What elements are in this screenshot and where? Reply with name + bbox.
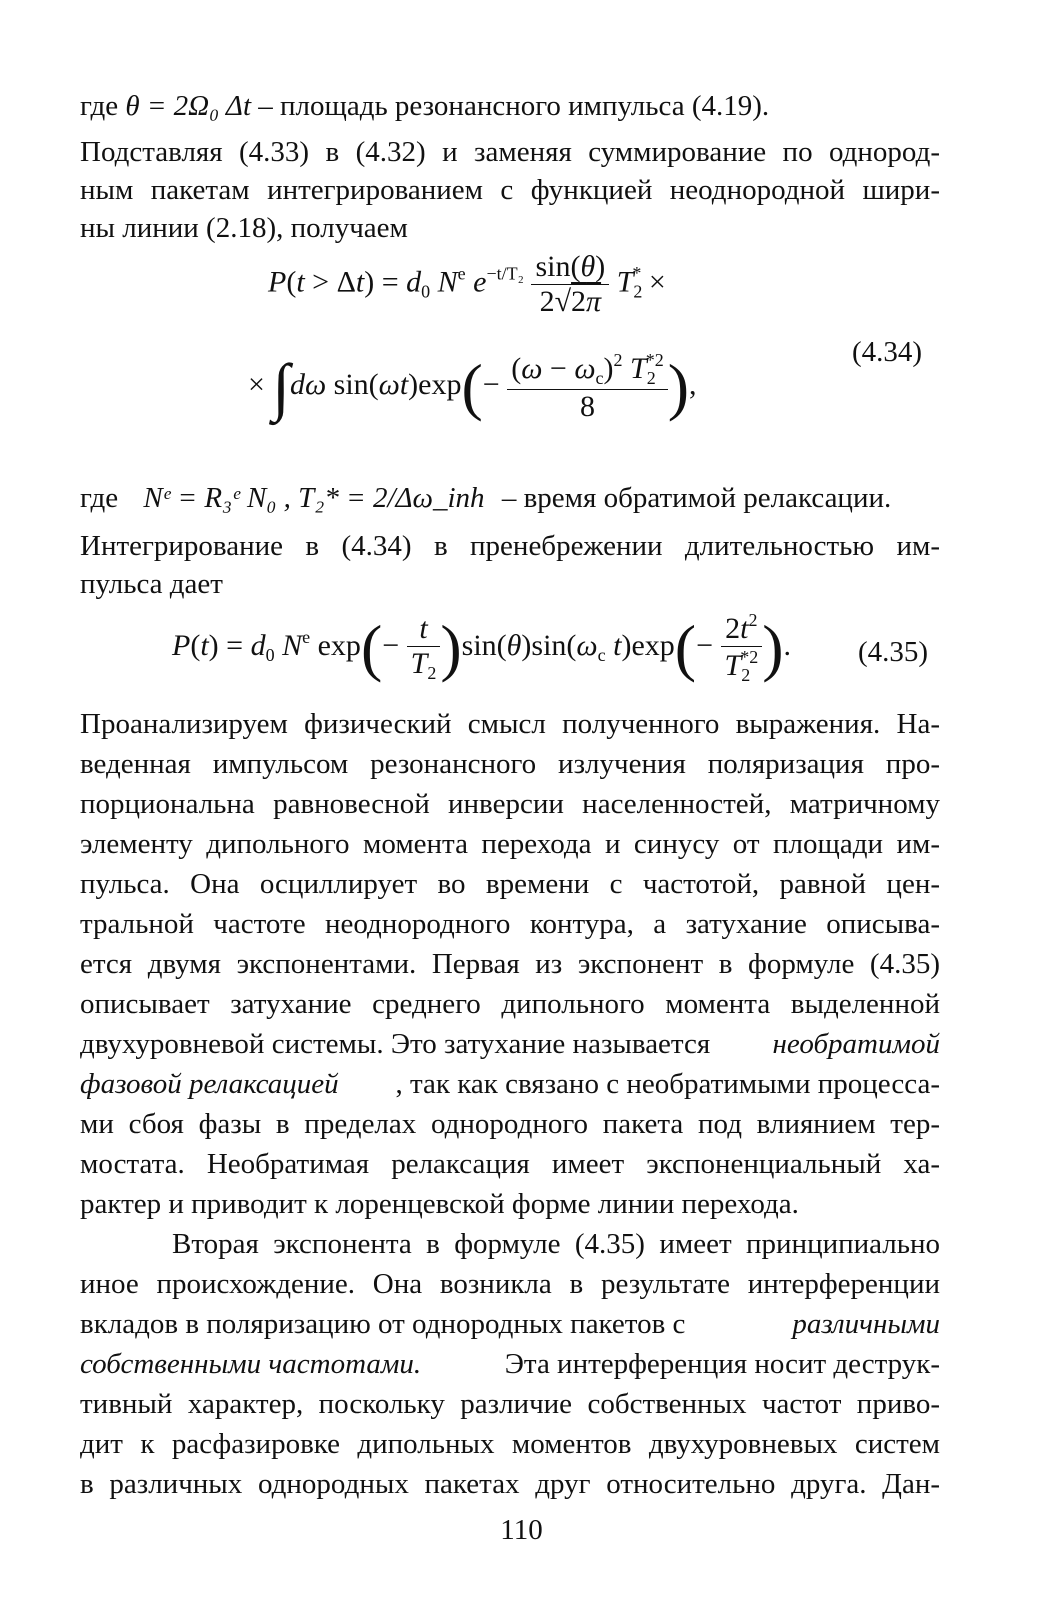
text-line-4: ны линии (2.18), получаем	[80, 212, 408, 244]
page-number: 110	[500, 1514, 543, 1546]
text-line-7: пульса дает	[80, 568, 223, 600]
ne-t2-definition: Nᵉ = R₃ᵉ N₀ , T₂* = 2/Δω_inh	[143, 482, 485, 514]
term-eigenfrequencies: собственными частотами.	[80, 1348, 422, 1380]
para2-line-6: дит к расфазировке дипольных моментов двухуровневых систем	[80, 1428, 940, 1460]
para1-line-12: мостата. Необратимая релаксация имеет экспоненциальный ха-	[80, 1148, 940, 1180]
term-phase-relaxation: фазовой релаксацией	[80, 1068, 339, 1100]
theta-definition: θ = 2Ω₀ Δt	[125, 90, 251, 122]
text-line-6: Интегрирование в (4.34) в пренебрежении длительностью им-	[80, 530, 940, 562]
text-line-2: Подставляя (4.33) в (4.32) и заменяя суммирование по однород-	[80, 136, 940, 168]
para1-line-1: Проанализируем физический смысл полученного выражения. На-	[80, 708, 940, 740]
equation-number-4-35: (4.35)	[858, 636, 929, 668]
para1-line-3: порциональна равновесной инверсии населенностей, матричному	[80, 788, 940, 820]
para2-line-4: собственными частотами. Эта интерференция носит деструк-	[80, 1348, 940, 1380]
text-line-5: где Nᵉ = R₃ᵉ N₀ , T₂* = 2/Δω_inh – время обратимой релаксации.	[80, 482, 892, 514]
equation-4-34-line-1: $P(t > \Delta t) = d_0$ $N^e$ $e^{-t/T_2}$ $\frac{\sin(\theta)}{2√2\pi}$ $T_2^*$ ×	[268, 250, 666, 318]
equation-number-4-34: (4.34)	[852, 336, 923, 368]
term-irreversible: необратимой	[772, 1028, 940, 1060]
para1-line-10: фазовой релаксацией , так как связано с необратимыми процесса-	[80, 1068, 940, 1100]
equation-4-34-line-2: × ∫dω sin(ωt)exp(− $\frac{(\omega - \omega_c)^2 T_2^{*2}}{8}$ ),	[248, 350, 697, 423]
para1-line-6: тральной частоте неоднородного контура, а затухание описыва-	[80, 908, 940, 940]
para1-line-2: веденная импульсом резонансного излучения поляризация про-	[80, 748, 940, 780]
para2-line-5: тивный характер, поскольку различие собственных частот приво-	[80, 1388, 940, 1420]
para1-line-11: ми сбоя фазы в пределах однородного пакета под влиянием тер-	[80, 1108, 940, 1140]
para2-line-3: вкладов в поляризацию от однородных пакетов с различными	[80, 1308, 940, 1340]
text-line-1: где θ = 2Ω₀ Δt – площадь резонансного импульса (4.19).	[80, 90, 770, 122]
equation-4-35: $P(t) = d_0$ $N^e$ exp(− $\frac{t}{T_2}$ )$\sin(\theta)\sin(\omega_c$ t)exp(− $\frac{2t^2}{T_2^{*2}}$ ).	[172, 610, 791, 685]
para1-line-7: ется двумя экспонентами. Первая из экспонент в формуле (4.35)	[80, 948, 940, 980]
text-line-3: ным пакетам интегрированием с функцией неоднородной шири-	[80, 174, 940, 206]
para2-line-7: в различных однородных пакетах друг относительно друга. Дан-	[80, 1468, 940, 1500]
para1-line-4: элементу дипольного момента перехода и синусу от площади им-	[80, 828, 940, 860]
para2-line-1: Вторая экспонента в формуле (4.35) имеет принципиально	[172, 1228, 940, 1260]
para2-line-2: иное происхождение. Она возникла в результате интерференции	[80, 1268, 940, 1300]
para1-line-5: пульса. Она осциллирует во времени с частотой, равной цен-	[80, 868, 940, 900]
para1-line-9: двухуровневой системы. Это затухание называется необратимой	[80, 1028, 940, 1060]
para1-line-8: описывает затухание среднего дипольного момента выделенной	[80, 988, 940, 1020]
para1-line-13: рактер и приводит к лоренцевской форме линии перехода.	[80, 1188, 799, 1220]
term-different: различными	[792, 1308, 940, 1340]
